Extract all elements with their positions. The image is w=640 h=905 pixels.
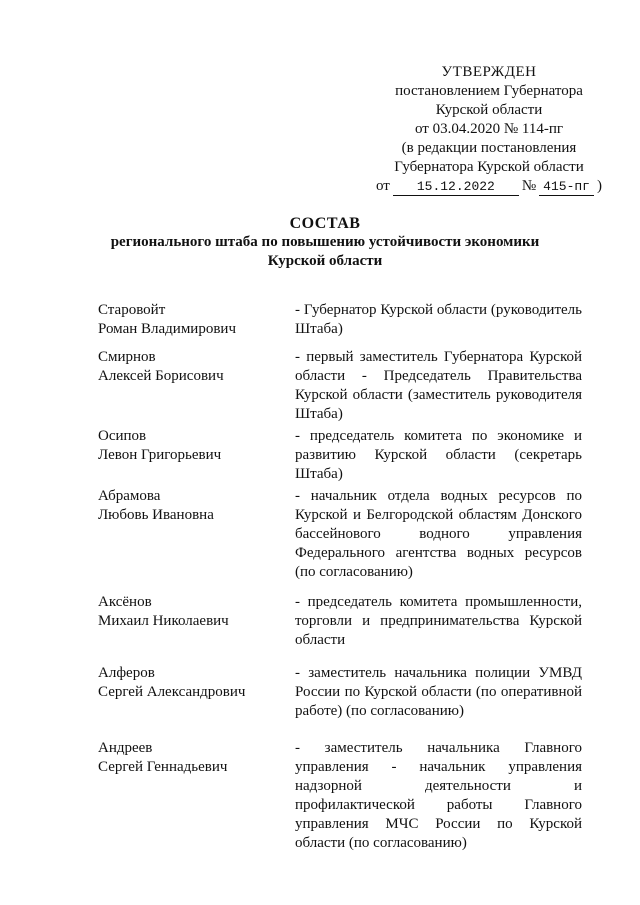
member-given-name: Роман Владимирович (98, 321, 236, 337)
member-name (98, 593, 295, 650)
title-line: регионального штаба по повышению устойчивости экономики (110, 234, 540, 250)
member-given-name: Любовь Ивановна (98, 507, 214, 523)
amendment-line (355, 177, 623, 196)
member-name (98, 348, 295, 424)
amendment-close: ) (596, 178, 602, 194)
member-surname: Старовойт (98, 302, 166, 318)
approval-line: Курской области (435, 102, 543, 118)
member-surname: Андреев (98, 740, 153, 756)
member-list (98, 301, 588, 853)
member-row (98, 593, 588, 650)
member-given-name: Сергей Геннадьевич (98, 759, 228, 775)
member-name (98, 427, 295, 484)
document-title (40, 214, 610, 271)
member-row (98, 427, 588, 484)
member-surname: Смирнов (98, 349, 156, 365)
member-role: - начальник отдела водных ресурсов по Курской и Белгородской областям Донского бассейнового водного управления Федерального агентства водных ресурсов (по согласованию) (295, 488, 582, 580)
member-role: - первый заместитель Губернатора Курской области - Председатель Правительства Курской области (заместитель руководителя Штаба) (295, 349, 582, 422)
approval-line: (в редакции постановления (401, 140, 577, 156)
member-row (98, 487, 588, 582)
member-given-name: Сергей Александрович (98, 684, 246, 700)
member-surname: Абрамова (98, 488, 161, 504)
title-line: СОСТАВ (289, 215, 361, 232)
member-surname: Аксёнов (98, 594, 152, 610)
member-surname: Алферов (98, 665, 155, 681)
approval-line: постановлением Губернатора (395, 83, 583, 99)
member-row (98, 739, 588, 853)
member-given-name: Левон Григорьевич (98, 447, 222, 463)
member-given-name: Михаил Николаевич (98, 613, 229, 629)
amendment-prefix: от (376, 178, 390, 194)
member-given-name: Алексей Борисович (98, 368, 224, 384)
member-role: - председатель комитета по экономике и развитию Курской области (секретарь Штаба) (295, 428, 582, 482)
member-surname: Осипов (98, 428, 147, 444)
amendment-number-sign: № (521, 178, 537, 194)
member-row (98, 301, 588, 339)
member-role: - заместитель начальника Главного управления - начальник управления надзорной деятельности и профилактической работы Главного управления МЧС России по Курской области (по согласованию) (295, 740, 582, 851)
member-name (98, 487, 295, 582)
member-row (98, 348, 588, 424)
approval-stamp (355, 63, 623, 196)
title-line: Курской области (267, 253, 383, 269)
member-role: - заместитель начальника полиции УМВД России по Курской области (по оперативной работе) (по согласованию) (295, 665, 582, 719)
approval-line: от 03.04.2020 № 114-пг (414, 121, 564, 137)
member-row (98, 664, 588, 721)
member-role: - председатель комитета промышленности, торговли и предпринимательства Курской области (295, 594, 582, 648)
member-role: - Губернатор Курской области (руководитель Штаба) (295, 302, 582, 337)
approval-line: Губернатора Курской области (394, 159, 584, 175)
member-name (98, 664, 295, 721)
amendment-number: 415-пг (539, 179, 594, 196)
approval-heading: УТВЕРЖДЕН (441, 64, 537, 80)
member-name (98, 301, 295, 339)
amendment-date: 15.12.2022 (393, 179, 519, 196)
member-name (98, 739, 295, 853)
